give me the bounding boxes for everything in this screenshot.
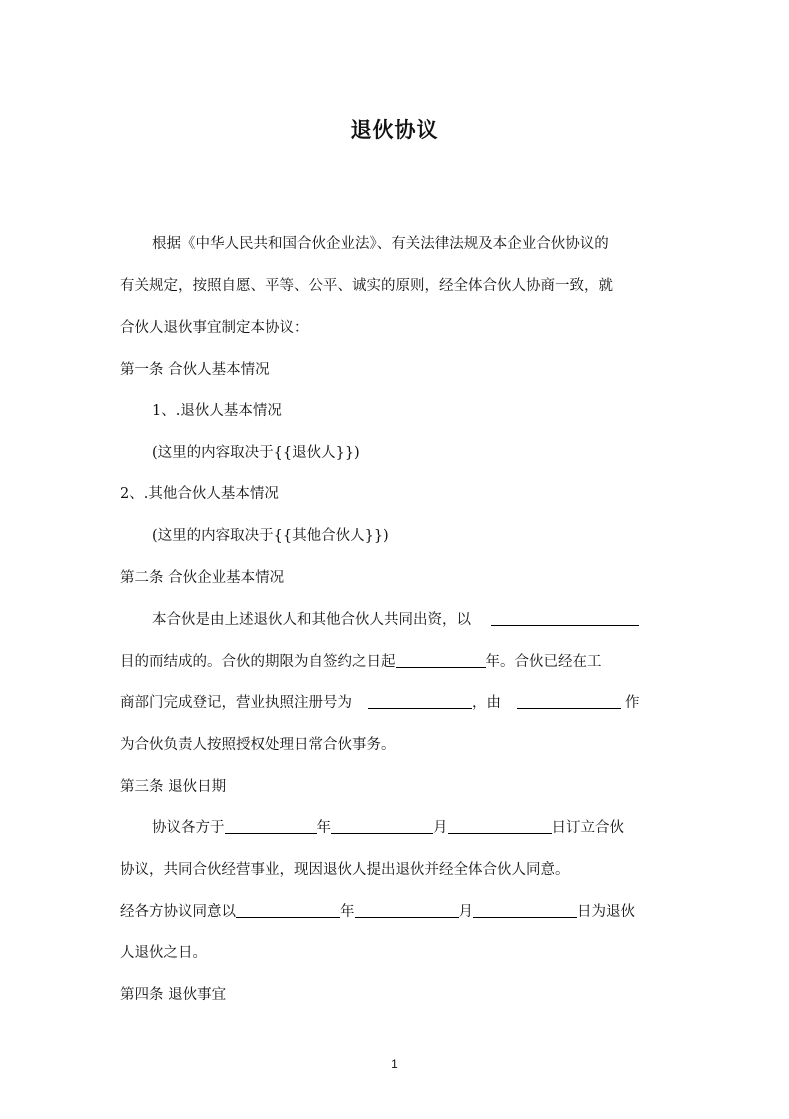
withdraw-day-blank[interactable]: [473, 903, 577, 918]
article-2-para-line-4: 为合伙负责人按照授权处理日常合伙事务。: [120, 737, 396, 753]
article-3-para-line-4: 人退伙之日。: [120, 945, 207, 961]
term-years-blank[interactable]: [396, 653, 486, 668]
article-2-para-line-1: [152, 610, 639, 630]
registration-number-blank[interactable]: [368, 694, 472, 709]
sign-day-blank[interactable]: [448, 819, 552, 834]
text-segment: 协议各方于: [152, 820, 225, 836]
sign-year-blank[interactable]: [225, 819, 317, 834]
intro-line-3: 合伙人退伙事宜制定本协议：: [120, 320, 309, 336]
article-2-para-line-3: [120, 693, 640, 713]
text-segment: 目的而结成的。合伙的期限为自签约之日起: [120, 654, 396, 670]
article-4-heading: 第四条 退伙事宜: [120, 987, 227, 1003]
text-segment: 年: [316, 820, 331, 836]
text-segment: ，由: [472, 695, 501, 711]
page-number: 1: [391, 1057, 398, 1071]
article-3-heading: 第三条 退伙日期: [120, 779, 227, 795]
text-segment: 月: [433, 820, 448, 836]
article-2-heading: 第二条 合伙企业基本情况: [120, 570, 285, 586]
article-1-sub-1: 1、.退伙人基本情况: [152, 403, 282, 419]
article-3-para-line-2: 协议，共同合伙经营事业，现因退伙人提出退伙并经全体合伙人同意。: [120, 862, 570, 878]
text-segment: 本合伙是由上述退伙人和其他合伙人共同出资，以: [152, 612, 471, 628]
text-segment: 年: [340, 904, 355, 920]
purpose-blank[interactable]: [491, 611, 639, 626]
article-1-sub-1-note: (这里的内容取决于{{退伙人}}): [152, 445, 360, 461]
text-segment: 年。合伙已经在工: [485, 654, 602, 670]
text-segment: 商部门完成登记，营业执照注册号为: [120, 695, 352, 711]
responsible-partner-blank[interactable]: [517, 694, 621, 709]
article-1-sub-2: 2、.其他合伙人基本情况: [120, 486, 279, 502]
sign-month-blank[interactable]: [331, 819, 433, 834]
text-segment: 日为退伙: [577, 904, 635, 920]
text-segment: 经各方协议同意以: [120, 904, 236, 920]
intro-line-2: 有关规定，按照自愿、平等、公平、诚实的原则，经全体合伙人协商一致，就: [120, 278, 613, 294]
article-1-sub-2-note: (这里的内容取决于{{其他合伙人}}): [152, 528, 389, 544]
withdraw-month-blank[interactable]: [355, 903, 459, 918]
text-segment: 作: [625, 695, 640, 711]
withdraw-year-blank[interactable]: [236, 903, 340, 918]
document-title: 退伙协议: [350, 118, 439, 142]
text-segment: 月: [458, 904, 473, 920]
article-2-para-line-2: [120, 652, 602, 672]
article-3-para-line-1: [152, 818, 624, 838]
intro-line-1: 根据《中华人民共和国合伙企业法》、有关法律法规及本企业合伙协议的: [152, 236, 609, 252]
article-3-para-line-3: [120, 902, 635, 922]
article-1-heading: 第一条 合伙人基本情况: [120, 362, 270, 378]
text-segment: 日订立合伙: [551, 820, 624, 836]
